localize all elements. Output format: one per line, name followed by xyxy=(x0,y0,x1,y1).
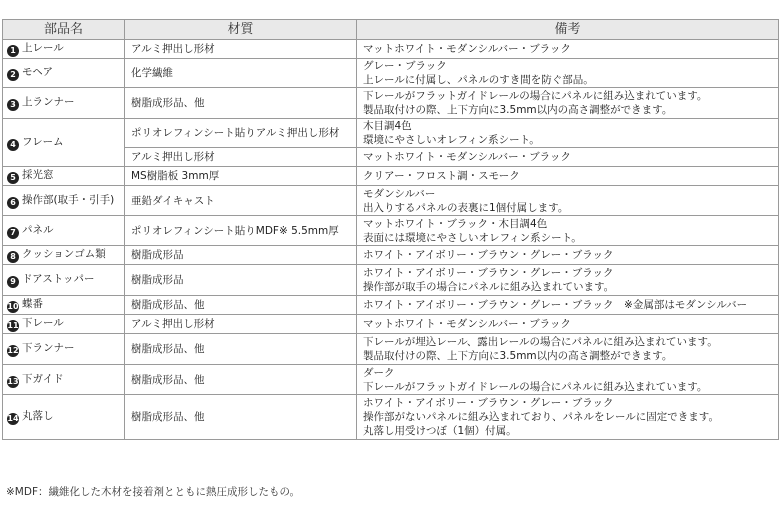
part-name: 上レール xyxy=(22,42,64,54)
remarks-cell xyxy=(357,88,779,119)
remarks-line: ホワイト・アイボリー・ブラウン・グレー・ブラック xyxy=(363,397,614,409)
remarks-line: 下レールがフラットガイドレールの場合にパネルに組み込まれています。 xyxy=(363,380,708,393)
header-part-name: 部品名 xyxy=(3,20,125,40)
parts-spec-table xyxy=(2,19,779,440)
part-name: 上ランナー xyxy=(22,96,75,108)
table-row xyxy=(3,365,779,395)
material-cell: 樹脂成形品、他 xyxy=(125,334,357,365)
part-number-badge: 12 xyxy=(7,346,19,355)
remarks-line: 製品取付けの際、上下方向に3.5mm以内の高さ調整ができます。 xyxy=(363,350,673,362)
remarks-cell xyxy=(357,186,779,216)
part-name-cell xyxy=(3,216,125,246)
header-remarks: 備考 xyxy=(357,20,779,40)
table-row xyxy=(3,186,779,216)
table-row xyxy=(3,265,779,296)
part-number-badge: 11 xyxy=(7,321,19,330)
part-name-cell xyxy=(3,167,125,186)
remarks-cell xyxy=(357,119,779,148)
part-name: パネル xyxy=(22,223,54,236)
table-row xyxy=(3,334,779,365)
remarks-line: 出入りするパネルの表裏に1個付属します。 xyxy=(363,201,569,214)
remarks-line: 上レールに付属し、パネルのすき間を防ぐ部品。 xyxy=(363,74,594,86)
part-name: 丸落し xyxy=(22,410,54,422)
part-name-cell xyxy=(3,88,125,119)
remarks-cell xyxy=(357,59,779,88)
part-number-badge: 9 xyxy=(7,276,19,288)
table-row xyxy=(3,296,779,315)
part-name-cell xyxy=(3,296,125,315)
part-number-badge: 8 xyxy=(7,251,19,263)
remarks-line: ダーク xyxy=(363,366,395,379)
part-name: ドアストッパー xyxy=(22,273,95,285)
table-row xyxy=(3,216,779,246)
table-row xyxy=(3,119,779,148)
part-name: 下ガイド xyxy=(22,372,64,385)
table-row xyxy=(3,315,779,334)
material-cell: ポリオレフィンシート貼りMDF※ 5.5mm厚 xyxy=(125,216,357,246)
part-name: 操作部(取手・引手) xyxy=(22,193,115,206)
material-cell: 樹脂成形品、他 xyxy=(125,296,357,315)
part-number-badge: 6 xyxy=(7,197,19,209)
part-number-badge: 14 xyxy=(7,414,19,423)
table-row xyxy=(3,59,779,88)
part-name-cell xyxy=(3,395,125,440)
remarks-cell xyxy=(357,395,779,440)
part-name: フレーム xyxy=(22,135,64,148)
part-name: 蝶番 xyxy=(22,298,43,310)
material-cell: 樹脂成形品、他 xyxy=(125,365,357,395)
part-number-badge: 10 xyxy=(7,302,19,311)
remarks-line: マットホワイト・ブラック・木目調4色 xyxy=(363,217,548,230)
part-name: 下レール xyxy=(22,317,64,329)
remarks-cell xyxy=(357,40,779,59)
material-cell: MS樹脂板 3mm厚 xyxy=(125,167,357,186)
part-name-cell xyxy=(3,119,125,167)
remarks-line: マットホワイト・モダンシルバー・ブラック xyxy=(363,318,571,330)
part-name-cell xyxy=(3,40,125,59)
part-name-cell xyxy=(3,365,125,395)
part-name-cell xyxy=(3,59,125,88)
part-name-cell xyxy=(3,315,125,334)
remarks-line: 操作部がないパネルに組み込まれており、パネルをレールに固定できます。 xyxy=(363,411,719,423)
remarks-line: 操作部が取手の場合にパネルに組み込まれています。 xyxy=(363,281,615,293)
material-cell: アルミ押出し形材 xyxy=(125,148,357,167)
table-header-row xyxy=(3,20,779,40)
remarks-cell xyxy=(357,315,779,334)
remarks-line: 製品取付けの際、上下方向に3.5mm以内の高さ調整ができます。 xyxy=(363,104,673,116)
remarks-cell xyxy=(357,167,779,186)
remarks-line: マットホワイト・モダンシルバー・ブラック xyxy=(363,151,571,163)
part-number-badge: 4 xyxy=(7,139,19,151)
material-cell: 樹脂成形品、他 xyxy=(125,395,357,440)
table-row xyxy=(3,246,779,265)
remarks-line: 丸落し用受けつぼ（1個）付属。 xyxy=(363,425,517,437)
remarks-line: 木目調4色 xyxy=(363,120,412,132)
table-row xyxy=(3,40,779,59)
part-name-cell xyxy=(3,246,125,265)
part-number-badge: 1 xyxy=(7,45,19,57)
remarks-cell xyxy=(357,265,779,296)
material-cell: 樹脂成形品 xyxy=(125,265,357,296)
part-number-badge: 5 xyxy=(7,172,19,184)
part-name-cell xyxy=(3,265,125,296)
footnote: ※MDF：繊維化した木材を接着剤とともに熱圧成形したもの。 xyxy=(6,486,301,498)
material-cell: 亜鉛ダイキャスト xyxy=(125,186,357,216)
part-name: 下ランナー xyxy=(22,342,75,354)
material-cell: ポリオレフィンシート貼りアルミ押出し形材 xyxy=(125,119,357,148)
part-number-badge: 3 xyxy=(7,99,19,111)
part-number-badge: 2 xyxy=(7,69,19,81)
remarks-line: ホワイト・アイボリー・ブラウン・グレー・ブラック xyxy=(363,267,614,279)
part-name-cell xyxy=(3,334,125,365)
table-row xyxy=(3,167,779,186)
header-material: 材質 xyxy=(125,20,357,40)
remarks-line: クリアー・フロスト調・スモーク xyxy=(363,170,520,182)
part-name-cell xyxy=(3,186,125,216)
table-row xyxy=(3,395,779,440)
material-cell: 樹脂成形品 xyxy=(125,246,357,265)
material-cell: アルミ押出し形材 xyxy=(125,315,357,334)
spec-table-wrapper xyxy=(2,19,778,440)
remarks-cell xyxy=(357,334,779,365)
part-name: 採光窓 xyxy=(22,169,54,181)
material-cell: アルミ押出し形材 xyxy=(125,40,357,59)
remarks-cell xyxy=(357,296,779,315)
part-name: クッションゴム類 xyxy=(22,248,106,260)
material-cell: 樹脂成形品、他 xyxy=(125,88,357,119)
remarks-line: 環境にやさしいオレフィン系シート。 xyxy=(363,134,540,146)
remarks-cell xyxy=(357,216,779,246)
table-row xyxy=(3,88,779,119)
remarks-line: 下レールが埋込レール、露出レールの場合にパネルに組み込まれています。 xyxy=(363,336,718,348)
remarks-line: 下レールがフラットガイドレールの場合にパネルに組み込まれています。 xyxy=(363,90,708,102)
remarks-line: 表面には環境にやさしいオレフィン系シート。 xyxy=(363,231,582,244)
remarks-line: マットホワイト・モダンシルバー・ブラック xyxy=(363,43,571,55)
material-cell: 化学繊維 xyxy=(125,59,357,88)
remarks-line: ホワイト・アイボリー・ブラウン・グレー・ブラック ※金属部はモダンシルバー xyxy=(363,299,748,311)
remarks-cell xyxy=(357,148,779,167)
part-name: モヘア xyxy=(22,66,53,78)
table-body xyxy=(3,40,779,440)
remarks-cell xyxy=(357,246,779,265)
remarks-line: ホワイト・アイボリー・ブラウン・グレー・ブラック xyxy=(363,249,614,261)
part-number-badge: 13 xyxy=(7,376,19,386)
part-number-badge: 7 xyxy=(7,227,19,239)
remarks-line: グレー・ブラック xyxy=(363,60,447,72)
remarks-cell xyxy=(357,365,779,395)
remarks-line: モダンシルバー xyxy=(363,187,436,200)
